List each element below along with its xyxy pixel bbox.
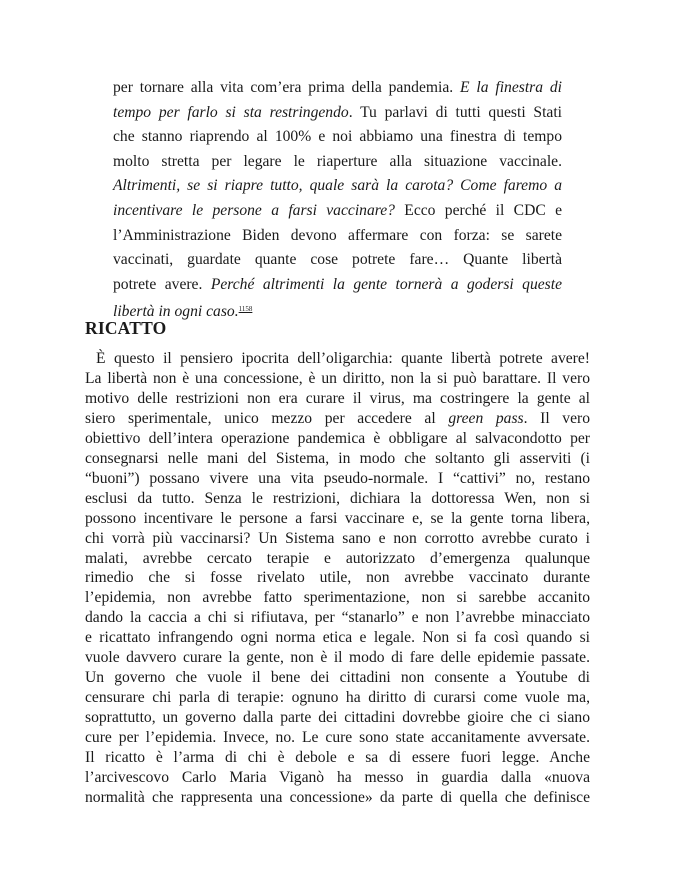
quote-italic-text: libertà in ogni caso.: [113, 303, 239, 321]
body-line: [85, 668, 590, 688]
quote-italic-text: E la finestra di: [460, 79, 562, 96]
body-line: [85, 349, 590, 369]
body-line: [85, 489, 590, 509]
quote-line: [113, 125, 562, 150]
quote-line: [113, 224, 562, 249]
quote-line: [113, 199, 562, 224]
body-line: [85, 768, 590, 788]
quote-text: . Tu parlavi di tutti questi Stati: [348, 103, 562, 121]
body-line: [85, 728, 590, 748]
quote-text: molto stretta per legare le riaperture alla situazione vaccinale.: [113, 152, 562, 170]
body-italic-text: green pass: [448, 409, 524, 427]
quote-line: [113, 248, 562, 273]
block-quote: [113, 76, 562, 325]
quote-text: potrete avere.: [113, 275, 211, 293]
body-text: “buoni”) possano vivere una vita pseudo-normale. I “cattivi” no, restano: [85, 469, 590, 487]
body-paragraph: [85, 349, 590, 808]
quote-text: Ecco perché il CDC e: [394, 201, 562, 219]
body-text: l’arcivescovo Carlo Maria Viganò ha messo in guardia dalla «nuova: [85, 769, 590, 787]
body-text: dando la caccia a chi si rifiutava, per “stanarlo” e non l’avrebbe minacciato: [85, 609, 590, 627]
body-line: [85, 628, 590, 648]
body-line: [85, 509, 590, 529]
body-text: vuole davvero curare la gente, non è il modo di fare delle epidemie passate.: [85, 649, 590, 667]
body-line: [85, 449, 590, 469]
body-text: soprattutto, un governo dalla parte dei cittadini dovrebbe gioire che ci siano: [85, 709, 590, 727]
quote-italic-text: incentivare le persone a farsi vaccinare?: [113, 201, 395, 219]
body-line: [85, 608, 590, 628]
body-line: [85, 788, 590, 808]
body-text: siero sperimentale, unico mezzo per accedere al: [85, 409, 449, 427]
body-text: l’epidemia, non avrebbe fatto sperimentazione, non si sarebbe accanito: [85, 589, 590, 607]
body-line: [85, 748, 590, 768]
body-text: e ricattato infrangendo ogni norma etica e legale. Non si fa così quando si: [85, 629, 590, 647]
body-text: La libertà non è una concessione, è un diritto, non la si può barattare. Il vero: [85, 369, 590, 387]
body-text: . Il vero: [523, 409, 591, 427]
quote-line: [113, 150, 562, 175]
body-text: motivo delle restrizioni non era curare il virus, ma costringere la gente al: [85, 389, 590, 407]
quote-line: [113, 76, 562, 101]
quote-italic-text: tempo per farlo si sta restringendo: [113, 103, 349, 121]
body-line: [85, 688, 590, 708]
footnote-link[interactable]: 1158: [238, 305, 253, 314]
quote-line: [113, 297, 562, 325]
quote-italic-text: Altrimenti, se si riapre tutto, quale sarà la carota? Come faremo a: [113, 177, 562, 195]
body-text: rimedio che si fosse rivelato utile, non avrebbe vaccinato durante: [85, 569, 590, 587]
quote-text: che stanno riaprendo al 100% e noi abbiamo una finestra di tempo: [113, 128, 562, 146]
body-line: [85, 588, 590, 608]
body-line: [85, 708, 590, 728]
body-line: [85, 568, 590, 588]
quote-text: l’Amministrazione Biden devono affermare con forza: se sarete: [113, 226, 562, 244]
quote-text: per tornare alla vita com’era prima della pandemia.: [113, 79, 461, 96]
section-heading: RICATTO: [85, 318, 167, 338]
body-line: [85, 409, 590, 429]
body-text: malati, avrebbe cercato terapie e autorizzato d’emergenza qualunque: [85, 549, 590, 567]
body-text: esclusi da tutto. Senza le restrizioni, dichiara la dottoressa Wen, non si: [85, 489, 590, 507]
body-line: [85, 549, 590, 569]
body-text: possono incentivare le persone a farsi vaccinare e, se la gente torna libera,: [85, 509, 590, 527]
body-text: consegnarsi nelle mani del Sistema, in modo che soltanto gli asserviti (i: [85, 449, 590, 467]
quote-italic-text: Perché altrimenti la gente tornerà a godersi queste: [210, 275, 562, 293]
quote-line: [113, 174, 562, 199]
body-text: È questo il pensiero ipocrita dell’oligarchia: quante libertà potrete avere!: [96, 350, 590, 367]
body-text: normalità che rappresenta una concessione» da parte di quella che definisce: [85, 788, 590, 806]
quote-text: vaccinati, guardate quante cose potrete fare… Quante libertà: [113, 251, 562, 269]
body-text: Il ricatto è l’arma di chi è debole e sa di essere fuori legge. Anche: [85, 749, 590, 767]
body-text: cure per l’epidemia. Invece, no. Le cure sono state accanitamente avversate.: [85, 729, 590, 747]
body-text: censurare chi parla di terapie: ognuno ha diritto di curarsi come vuole ma,: [85, 689, 590, 707]
body-line: [85, 469, 590, 489]
body-text: obiettivo dell’intera operazione pandemica è obbligare al salvacondotto per: [85, 429, 590, 447]
quote-line: [113, 101, 562, 126]
body-text: Un governo che vuole il bene dei cittadini non consente a Youtube di: [85, 669, 590, 687]
body-line: [85, 429, 590, 449]
body-line: [85, 648, 590, 668]
body-line: [85, 389, 590, 409]
quote-line: [113, 273, 562, 298]
body-line: [85, 529, 590, 549]
body-line: [85, 369, 590, 389]
body-text: chi vorrà più vaccinarsi? Un Sistema sano e non corrotto avrebbe curato i: [85, 529, 590, 547]
